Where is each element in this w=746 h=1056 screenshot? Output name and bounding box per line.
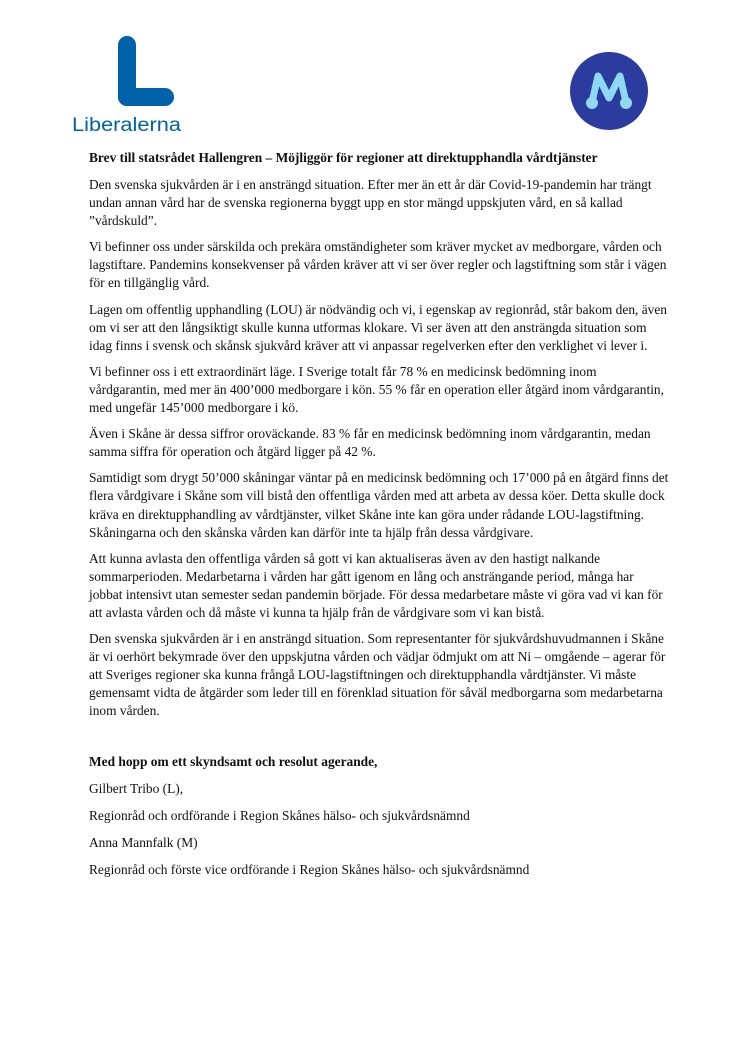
liberalerna-wordmark: Liberalerna	[72, 115, 182, 134]
paragraph-national-stats: Vi befinner oss i ett extraordinärt läge. I Sverige totalt får 78 % en medicinsk bedömning inom vårdgarantin, med mer än 400’000 medborgare i kön. 55 % får en operation eller åtgärd inom vårdgarantin, med ungefär 145’000 medborgare i kö.	[89, 363, 664, 416]
letter-body	[89, 151, 669, 888]
closing-line: Med hopp om ett skyndsamt och resolut agerande,	[89, 753, 378, 769]
paragraph-care-providers: Samtidigt som drygt 50’000 skåningar väntar på en medicinsk bedömning och 17’000 på en åtgärd finns det flera vårdgivare i Skåne som vill bistå den offentliga vården med att arbeta av dessa köer. Detta skulle dock kräva en direktupphandling av vårdtjänster, vilket Skåne inte kan göra under rådande LOU-lagstiftning. Skåningarna och den skånska vården kan därför inte ta hjälp från dessa vårdgivare.	[89, 470, 669, 540]
paragraph-appeal: Den svenska sjukvården är i en ansträngd situation. Som representanter för sjukvårdshuvudmannen i Skåne är vi oerhört bekymrade över den uppskjutna vården och vädjar ödmjukt om att Ni – omgående – agerar för att Sveriges regioner ska kunna frångå LOU-lagstiftningen och direktupphandla vårdtjänster. Vi måste gemensamt vidta de åtgärder som leder till en förenklad situation för såväl medborgarna som medarbetarna inom vården.	[89, 631, 666, 719]
paragraph-summer: Att kunna avlasta den offentliga vården så gott vi kan aktualiseras även av den hastigt nalkande sommarperioden. Medarbetarna i vården har gått igenom en lång och ansträngande period, många har jobbat intensivt utan semester sedan pandemin började. För dessa medarbetare måste vi göra vad vi kan för att avlasta vården och då måste vi kunna ta hjälp från de vårdgivare som vi kan bistå.	[89, 550, 663, 620]
signatory-title-1: Regionråd och ordförande i Region Skånes hälso- och sjukvårdsnämnd	[89, 807, 470, 823]
paragraph-circumstances: Vi befinner oss under särskilda och prekära omständigheter som kräver mycket av medborgare, vården och lagstiftare. Pandemins konsekvenser på vården kräver att vi ser över regler och lagstiftning som står i vägen för en tillgänglig vård.	[89, 239, 667, 291]
paragraph-intro: Den svenska sjukvården är i en ansträngd situation. Efter mer än ett år där Covid-19-pandemin har trängt undan annan vård har de svenska regionerna byggt upp en stor mängd uppskjuten vård, en så kallad ”vårdskuld”.	[89, 177, 652, 229]
signatory-name-2: Anna Mannfalk (M)	[89, 834, 198, 850]
paragraph-skane-stats: Även i Skåne är dessa siffror oroväckande. 83 % får en medicinsk bedömning inom vårdgarantin, medan samma siffra för operation och åtgärd ligger på 42 %.	[89, 426, 651, 460]
signatory-name-1: Gilbert Tribo (L),	[89, 780, 184, 796]
letter-title: Brev till statsrådet Hallengren – Möjliggör för regioner att direktupphandla vårdtjänster	[89, 150, 598, 165]
moderaterna-logo	[570, 52, 648, 130]
liberalerna-logo	[72, 34, 184, 134]
signatory-title-2: Regionråd och förste vice ordförande i Region Skånes hälso- och sjukvårdsnämnd	[89, 861, 530, 877]
paragraph-lou: Lagen om offentlig upphandling (LOU) är nödvändig och vi, i egenskap av regionråd, står bakom den, även om vi ser att den långsiktigt skulle kunna utformas klokare. Vi ser även att den ansträngda situation som idag finns i svensk och skånsk sjukvård kräver att vi anpassar regelverken efter den verklighet vi lever i.	[89, 301, 667, 353]
